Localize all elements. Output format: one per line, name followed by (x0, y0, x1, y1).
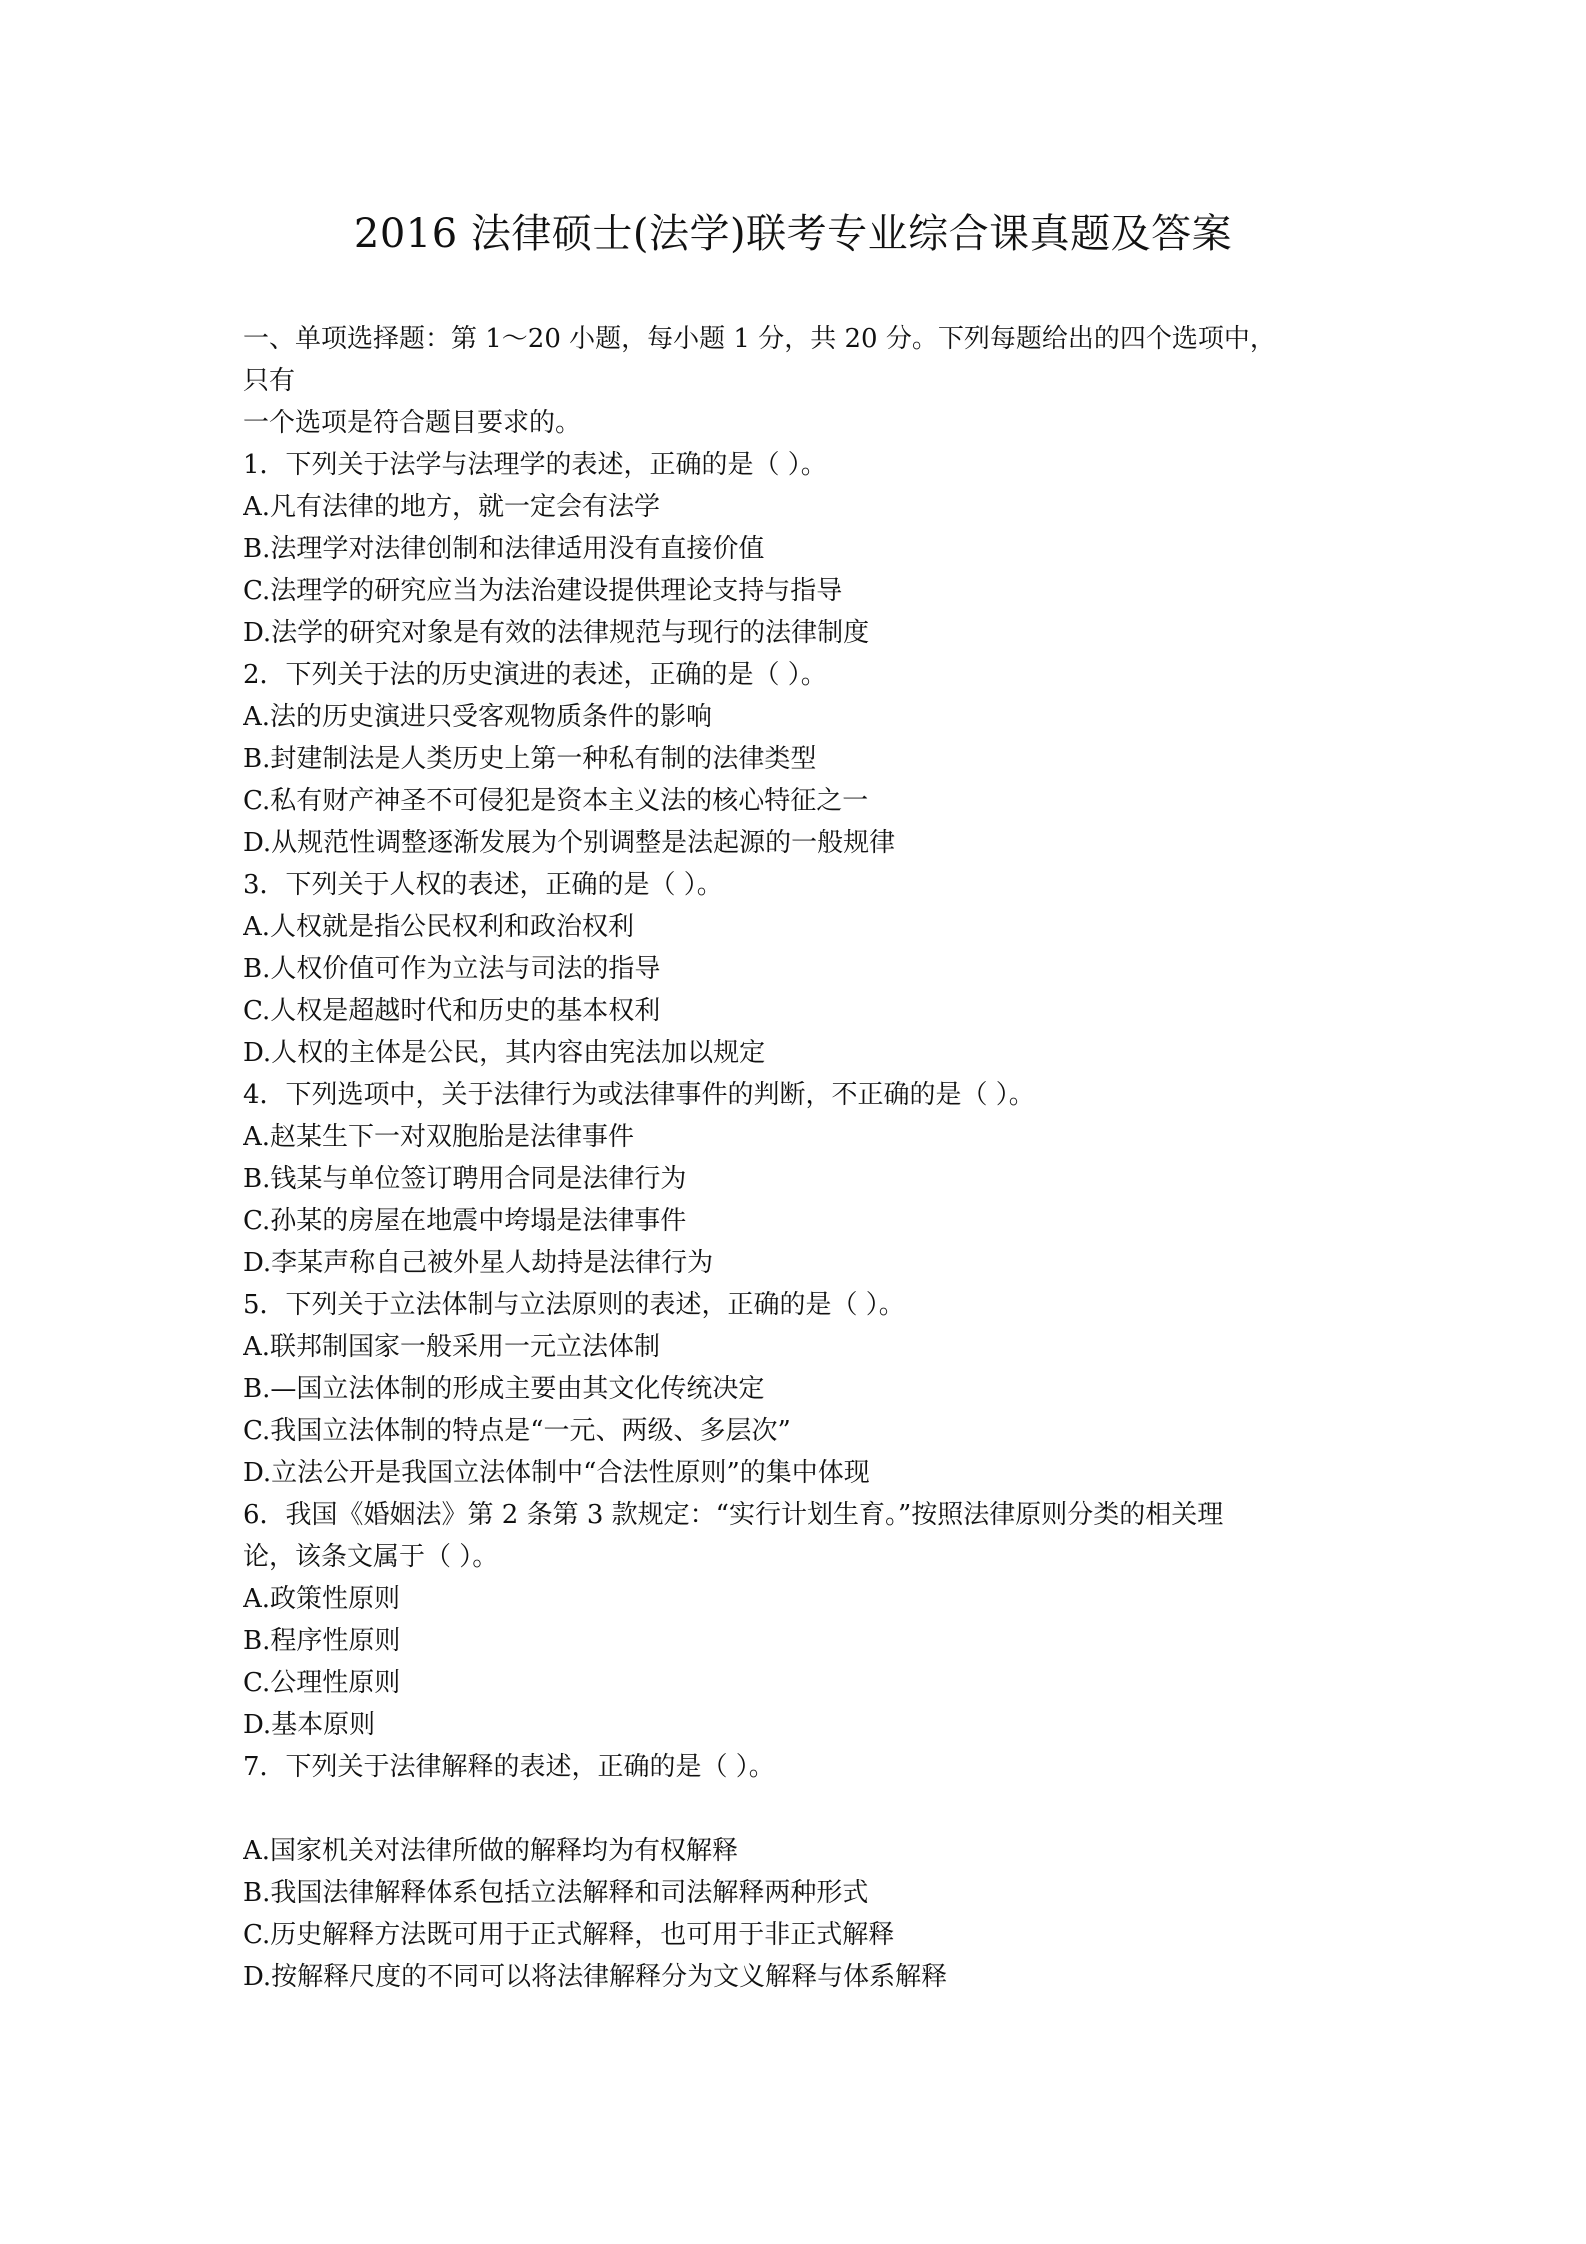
question-4-stem: 4．下列选项中，关于法律行为或法律事件的判断，不正确的是（ ）。 (243, 1080, 1035, 1110)
section-heading-line-3: 一个选项是符合题目要求的。 (243, 408, 582, 438)
question-1-option-c: C.法理学的研究应当为法治建设提供理论支持与指导 (243, 576, 843, 606)
question-2-option-a: A.法的历史演进只受客观物质条件的影响 (243, 702, 713, 732)
question-5-option-d: D.立法公开是我国立法体制中“合法性原则”的集中体现 (243, 1458, 870, 1488)
question-1-stem: 1．下列关于法学与法理学的表述，正确的是（ ）。 (243, 450, 827, 480)
question-2-option-b: B.封建制法是人类历史上第一种私有制的法律类型 (243, 744, 817, 774)
question-2-option-d: D.从规范性调整逐渐发展为个别调整是法起源的一般规律 (243, 828, 896, 858)
question-6-option-b: B.程序性原则 (243, 1626, 401, 1656)
question-2-option-c: C.私有财产神圣不可侵犯是资本主义法的核心特征之一 (243, 786, 869, 816)
section-heading-line-1: 一、单项选择题：第 1～20 小题，每小题 1 分，共 20 分。下列每题给出的四个选项中， (243, 324, 1276, 354)
question-3-option-c: C.人权是超越时代和历史的基本权利 (243, 996, 661, 1026)
section-heading-line-2: 只有 (243, 366, 296, 396)
question-1-option-d: D.法学的研究对象是有效的法律规范与现行的法律制度 (243, 618, 870, 648)
question-7-option-b: B.我国法律解释体系包括立法解释和司法解释两种形式 (243, 1878, 869, 1908)
question-1-option-b: B.法理学对法律创制和法律适用没有直接价值 (243, 534, 765, 564)
question-4-option-a: A.赵某生下一对双胞胎是法律事件 (243, 1122, 635, 1152)
question-6-option-a: A.政策性原则 (243, 1584, 401, 1614)
question-5-option-c: C.我国立法体制的特点是“一元、两级、多层次” (243, 1416, 791, 1446)
question-5-stem: 5．下列关于立法体制与立法原则的表述，正确的是（ ）。 (243, 1290, 905, 1320)
question-3-option-a: A.人权就是指公民权利和政治权利 (243, 912, 635, 942)
question-5-option-a: A.联邦制国家一般采用一元立法体制 (243, 1332, 661, 1362)
question-6-stem-continued: 论，该条文属于（ ）。 (243, 1542, 499, 1572)
question-6-option-d: D.基本原则 (243, 1710, 376, 1740)
question-1-option-a: A.凡有法律的地方，就一定会有法学 (243, 492, 661, 522)
question-7-stem: 7．下列关于法律解释的表述，正确的是（ ）。 (243, 1752, 775, 1782)
document-body (243, 318, 1363, 1998)
question-3-stem: 3．下列关于人权的表述，正确的是（ ）。 (243, 870, 723, 900)
question-4-option-c: C.孙某的房屋在地震中垮塌是法律事件 (243, 1206, 687, 1236)
document-title: 2016 法律硕士(法学)联考专业综合课真题及答案 (353, 211, 1233, 257)
question-7-option-a: A.国家机关对法律所做的解释均为有权解释 (243, 1836, 739, 1866)
question-6-option-c: C.公理性原则 (243, 1668, 401, 1698)
blank-spacer (243, 1788, 1363, 1830)
question-5-option-b: B.—国立法体制的形成主要由其文化传统决定 (243, 1374, 765, 1404)
question-4-option-b: B.钱某与单位签订聘用合同是法律行为 (243, 1164, 687, 1194)
question-3-option-b: B.人权价值可作为立法与司法的指导 (243, 954, 661, 984)
question-3-option-d: D.人权的主体是公民，其内容由宪法加以规定 (243, 1038, 766, 1068)
question-7-option-d: D.按解释尺度的不同可以将法律解释分为文义解释与体系解释 (243, 1962, 948, 1992)
question-2-stem: 2．下列关于法的历史演进的表述，正确的是（ ）。 (243, 660, 827, 690)
question-6-stem: 6．我国《婚姻法》第 2 条第 3 款规定：“实行计划生育。”按照法律原则分类的相关理 (243, 1500, 1224, 1530)
question-4-option-d: D.李某声称自己被外星人劫持是法律行为 (243, 1248, 714, 1278)
question-7-option-c: C.历史解释方法既可用于正式解释，也可用于非正式解释 (243, 1920, 895, 1950)
